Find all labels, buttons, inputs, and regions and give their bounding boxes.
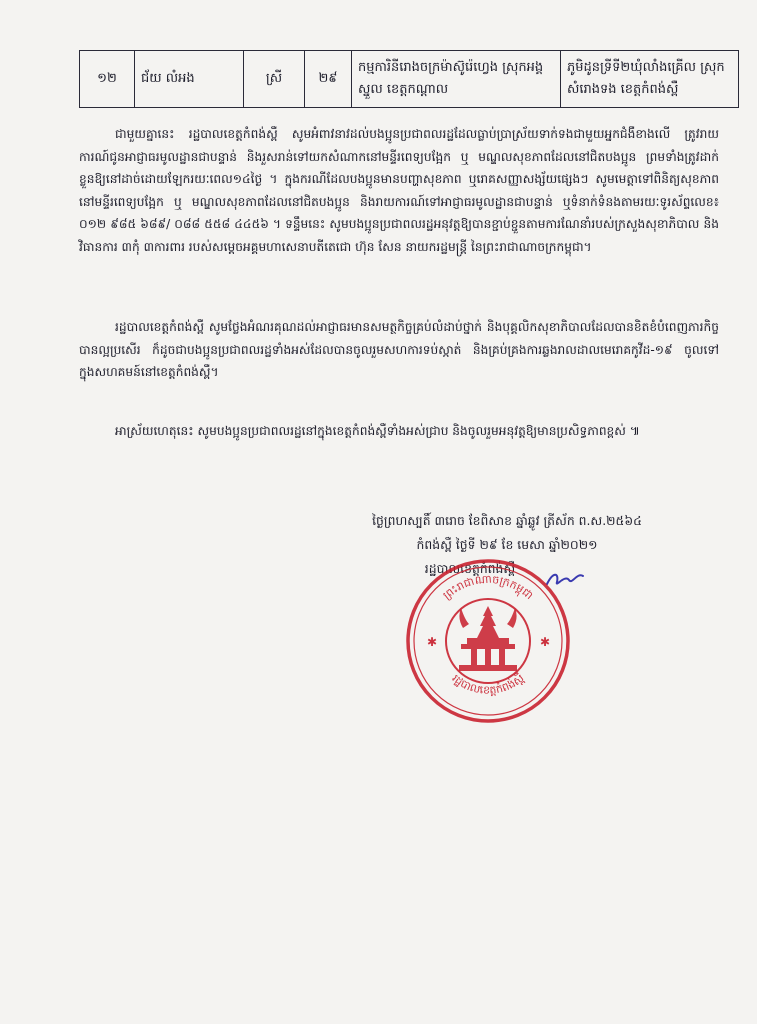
case-sex: ស្រី — [244, 51, 305, 108]
official-seal — [405, 558, 571, 724]
case-residence: ភូមិដូនទ្រីទី២ឃុំលាំងគ្រើល ស្រុកសំរោងទង ខេត្តកំពង់ស្ពឺ — [561, 51, 739, 108]
svg-text:✱: ✱ — [540, 635, 551, 649]
case-number: ១២ — [80, 51, 135, 108]
lunar-date: ថ្ងៃព្រហស្បតិ៍ ៣រោច ខែពិសាខ ឆ្នាំឆ្លូវ ត្រីស័ក ព.ស.២៥៦៤ — [372, 513, 642, 528]
case-name: ជ័យ លំអង — [135, 51, 244, 108]
issuer-title: រដ្ឋបាលខេត្តកំពង់ស្ពឺ — [424, 561, 516, 576]
solar-date: កំពង់ស្ពឺ ថ្ងៃទី ២៩ ខែ មេសា ឆ្នាំ២០២១ — [416, 537, 598, 552]
case-table-row — [79, 50, 739, 108]
paragraph-appeal: ជាមួយគ្នានេះ រដ្ឋបាលខេត្តកំពង់ស្ពឺ សូមអំពាវនាវដល់បងប្អូនប្រជាពលរដ្ឋដែលធ្លាប់ប្រាស្រ័យទាក់ទងជាមួយអ្នកជំងឺខាងលើ ត្រូវរាយការណ៍ជូនអាជ្ញាធរមូលដ្ឋានជាបន្ទាន់ និងរួសរាន់ទៅយកសំណាកនៅមន្ទីរពេទ្យបង្អែក ឬ មណ្ឌលសុខភាពដែលនៅជិតបងប្អូន ព្រមទាំងត្រូវដាក់ខ្លួនឱ្យនៅដាច់ដោយឡែករយៈពេល១៤ថ្ងៃ ។ ក្នុងករណីដែលបងប្អូនមានបញ្ហាសុខភាព ឬរោគសញ្ញាសង្ស័យផ្សេងៗ សូមមេត្តាទៅពិនិត្យសុខភាពនៅមន្ទីរពេទ្យបង្អែក ឬ មណ្ឌលសុខភាពដែលនៅជិតបងប្អូន និងរាយការណ៍ទៅអាជ្ញាធរមូលដ្ឋានជាបន្ទាន់ ឬទំនាក់ទំនងតាមរយៈទូរស័ព្ទលេខ៖ ០១២ ៩៨៥ ៦៨៩/ ០៨៨ ៥៥៨ ៤៤៥៦ ។ ទន្ទឹមនេះ សូមបងប្អូនប្រជាពលរដ្ឋអនុវត្តឱ្យបានខ្ជាប់ខ្ជួនតាមការណែនាំរបស់ក្រសួងសុខាភិបាល និងវិធានការ ៣កុំ ៣ការពារ របស់សម្ដេចអគ្គមហាសេនាបតីតេជោ ហ៊ុន សែន នាយករដ្ឋមន្ត្រី នៃព្រះរាជាណាចក្រកម្ពុជា។ — [79, 127, 719, 254]
case-age: ២៩ — [305, 51, 352, 108]
paragraph-conclusion: អាស្រ័យហេតុនេះ សូមបងប្អូនប្រជាពលរដ្ឋនៅក្នុងខេត្តកំពង់ស្ពឺទាំងអស់ជ្រាប និងចូលរួមអនុវត្តឱ្យមានប្រសិទ្ធភាពខ្ពស់ ៕ — [115, 424, 640, 438]
case-work-place: កម្មការិនីរោងចក្រម៉ាស៊ូរ៉េហ្វេង ស្រុកអង្គស្នួល ខេត្តកណ្ដាល — [352, 51, 561, 108]
svg-text:✱: ✱ — [427, 635, 438, 649]
paragraph-thanks: រដ្ឋបាលខេត្តកំពង់ស្ពឺ សូមថ្លែងអំណរគុណដល់អាជ្ញាធរមានសមត្ថកិច្ចគ្រប់លំដាប់ថ្នាក់ និងបុគ្គលិកសុខាភិបាលដែលបានខិតខំបំពេញភារកិច្ចបានល្អប្រសើរ ក៏ដូចជាបងប្អូនប្រជាពលរដ្ឋទាំងអស់ដែលបានចូលរួមសហការទប់ស្កាត់ និងគ្រប់គ្រងការឆ្លងរាលដាលមេរោគកូវីដ-១៩ ចូលទៅក្នុងសហគមន៍នៅខេត្តកំពង់ស្ពឺ។ — [79, 320, 719, 380]
seal-emblem-icon — [459, 606, 517, 671]
table-row — [80, 51, 739, 108]
seal-text-top: ព្រះរាជាណាចក្រកម្ពុជា — [440, 572, 536, 603]
seal-text-bottom: រដ្ឋបាលខេត្តកំពង់ស្ពឺ — [449, 671, 527, 697]
